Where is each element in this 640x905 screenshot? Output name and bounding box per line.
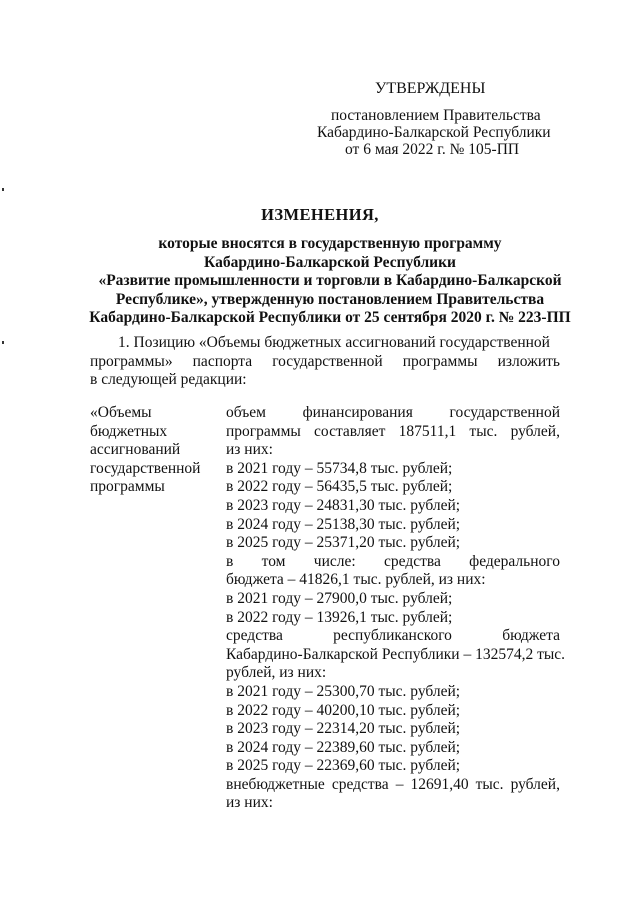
right-cell-line-justified [226,627,560,646]
right-cell-line: из них: [226,794,273,812]
right-cell-line-justified [226,423,560,442]
subtitle-line: Кабардино-Балкарской Республики [204,253,456,271]
right-cell-line-justified [226,776,560,795]
word: рублей, [510,422,560,440]
word: бюджета [502,627,560,645]
right-cell-line: в 2021 году – 55734,8 тыс. рублей; [226,459,453,477]
word: внебюджетные [226,775,325,793]
right-cell-line: в 2024 году – 25138,30 тыс. рублей; [226,515,461,533]
scan-mark [2,341,4,344]
word: 12691,40 [410,775,469,793]
right-cell-line: Кабардино-Балкарской Республики – 132574,2 тыс. [226,645,566,663]
word: тыс. [469,422,498,440]
table-left-column [90,404,215,497]
word: федерального [469,552,560,570]
word: в [226,552,234,570]
word: числе: [313,552,356,570]
word: – [395,775,404,793]
word: финансирования [302,404,413,421]
word: программы [226,422,301,440]
approval-line-1: постановлением Правительства [331,107,541,124]
right-cell-line: в 2023 году – 22314,20 тыс. рублей; [226,720,461,738]
approval-line-3: от 6 мая 2022 г. № 105-ПП [345,141,520,158]
word: тыс. [475,775,504,793]
left-cell-line: государственной [90,459,201,477]
paragraph-line: в следующей редакции: [90,371,247,389]
right-cell-line: в 2022 году – 40200,10 тыс. рублей; [226,701,461,719]
right-cell-line: бюджета – 41826,1 тыс. рублей, из них: [226,571,486,589]
word: средства [384,552,441,570]
right-cell-line: в 2024 году – 22389,60 тыс. рублей; [226,738,461,756]
approval-heading: УТВЕРЖДЕНЫ [375,80,486,97]
right-cell-line: в 2021 году – 25300,70 тыс. рублей; [226,682,461,700]
right-cell-line: в 2022 году – 56435,5 тыс. рублей; [226,478,453,496]
word: паспорта [192,352,253,370]
word: 187511,1 [398,422,457,440]
right-cell-line: в 2022 году – 13926,1 тыс. рублей; [226,608,453,626]
right-cell-line: в 2023 году – 24831,30 тыс. рублей; [226,496,461,514]
document-title: ИЗМЕНЕНИЯ, [261,205,379,224]
right-cell-line: рублей, из них: [226,664,327,682]
subtitle-line: «Развитие промышленности и торговли в Кабардино-Балкарской [98,272,562,290]
approval-line-2: Кабардино-Балкарской Республики [317,124,551,141]
right-cell-line: в 2025 году – 22369,60 тыс. рублей; [226,757,461,775]
word: средства [226,627,283,645]
subtitle-line: Республике», утвержденную постановлением Правительства [115,290,545,308]
left-cell-line: ассигнований [90,441,181,459]
word: составляет [314,422,386,440]
subtitle-line: Кабардино-Балкарской Республики от 25 сентября 2020 г. № 223-ПП [89,309,571,327]
word: программы» [90,352,173,370]
paragraph-1 [90,334,560,390]
left-cell-line: программы [90,478,165,496]
word: изложить [497,352,560,370]
paragraph-line: 1. Позицию «Объемы бюджетных ассигнований государственной [118,334,550,351]
word: рублей, [510,775,560,793]
word: средства [331,775,389,793]
right-cell-line: из них: [226,441,273,459]
word: государственной [449,404,560,421]
left-cell-line: «Объемы [90,404,152,421]
left-cell-line: бюджетных [90,422,168,440]
word: государственной [272,352,383,370]
right-cell-line: в 2021 году – 27900,0 тыс. рублей; [226,589,453,607]
table-right-column [226,404,566,813]
paragraph-line-justified [90,353,560,372]
scan-mark [2,188,4,191]
right-cell-line-justified [226,404,560,423]
right-cell-line-justified [226,553,560,572]
subtitle-line: которые вносятся в государственную программу [158,235,502,252]
right-cell-line: в 2025 году – 25371,20 тыс. рублей; [226,534,461,552]
word: объем [226,404,266,421]
document-subtitle [80,235,580,328]
word: республиканского [333,627,452,645]
word: том [261,552,286,570]
word: программы [402,352,478,370]
